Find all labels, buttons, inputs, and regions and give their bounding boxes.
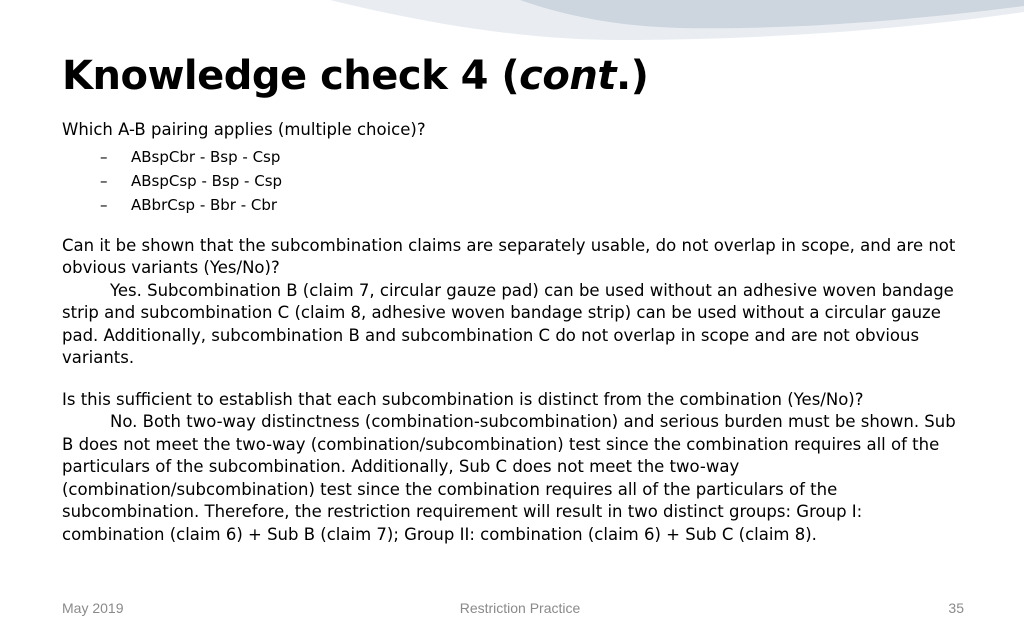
footer-date: May 2019 (62, 600, 124, 616)
option-item: – ABspCbr - Bsp - Csp (62, 145, 967, 169)
option-item: – ABbrCsp - Bbr - Cbr (62, 193, 967, 217)
page-number: 35 (948, 600, 964, 616)
question-3: Is this sufficient to establish that each subcombination is distinct from the combination (Yes/No)? (62, 389, 864, 409)
dash-bullet: – (100, 195, 108, 214)
option-item: – ABspCsp - Bsp - Csp (62, 169, 967, 193)
slide-title: Knowledge check 4 (cont.) (62, 53, 649, 99)
question-1: Which A-B pairing applies (multiple choice)? (62, 120, 426, 139)
option-list (62, 145, 967, 217)
slide-body (62, 119, 967, 546)
footer-title: Restriction Practice (459, 600, 581, 616)
question-2: Can it be shown that the subcombination claims are separately usable, do not overlap in scope, and are not obvious variants (Yes/No)? (62, 235, 956, 277)
dash-bullet: – (100, 171, 108, 190)
dash-bullet: – (100, 147, 108, 166)
answer-3: No. Both two-way distinctness (combination-subcombination) and serious burden must be shown. Sub B does not meet the two-way (combination/subcombination) test since the combination requires all of the particulars of the subcombination. Additionally, Sub C does not meet the two-way (combination/subcombination) test since the combination requires all of the particulars of the subcombination. Therefore, the restriction requirement will result in two distinct groups: Group I: combination (claim 6) + Sub B (claim 7); Group II: combination (claim 6) + Sub C (claim 8). (62, 412, 956, 544)
answer-2: Yes. Subcombination B (claim 7, circular gauze pad) can be used without an adhesive woven bandage strip and subcombination C (claim 8, adhesive woven bandage strip) can be used without a circular gauze pad. Additionally, subcombination B and subcombination C do not overlap in scope and are not obvious variants. (62, 280, 954, 367)
